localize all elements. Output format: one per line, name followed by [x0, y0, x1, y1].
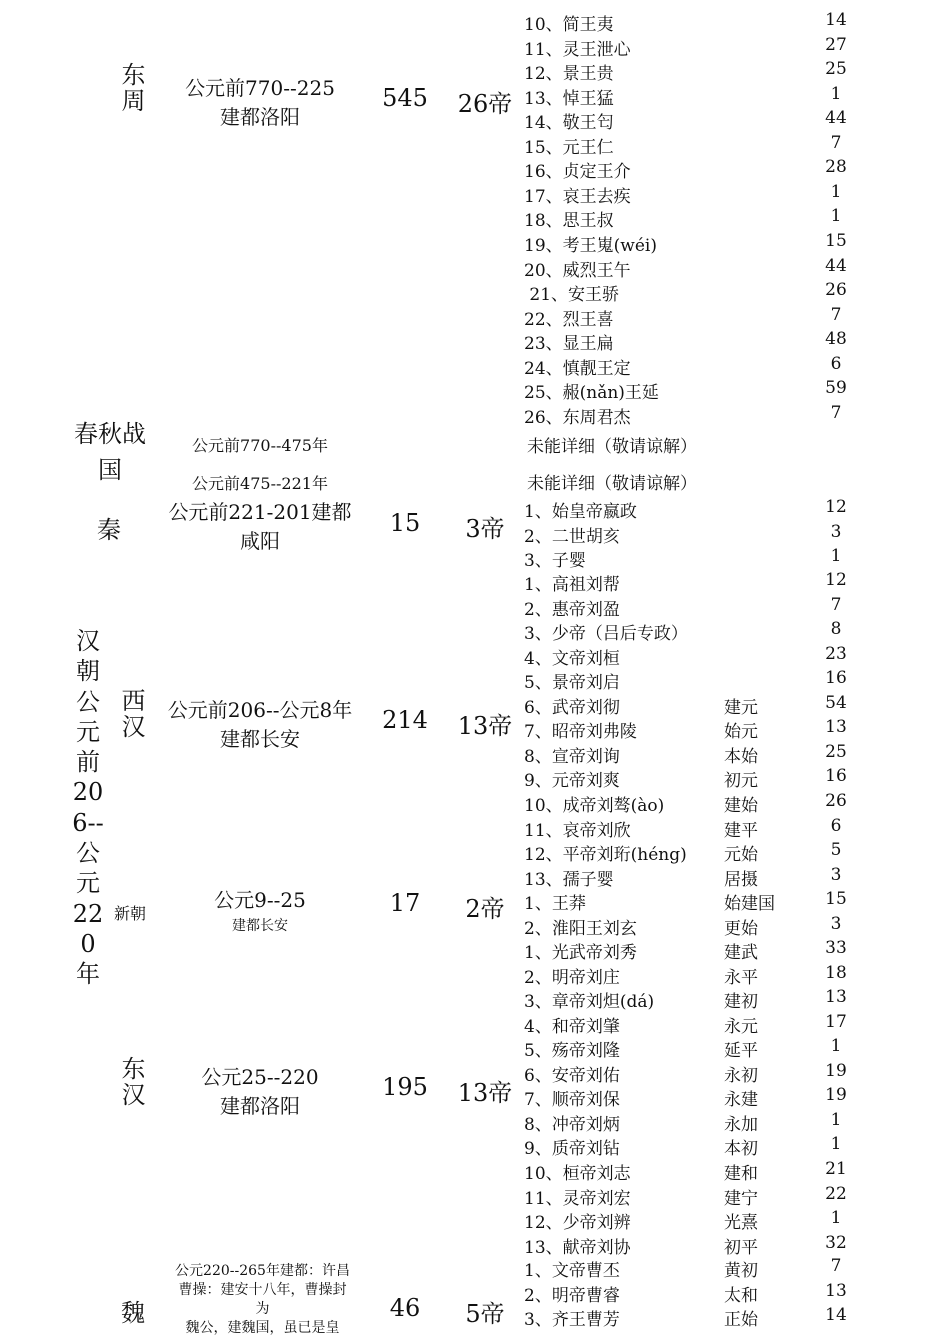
- ruler-reign-years: 33: [825, 938, 847, 958]
- xinchao-emperor-count: 2帝: [465, 895, 505, 923]
- ruler-name: 8、宣帝刘询: [524, 746, 620, 767]
- ruler-name: 21、安王骄: [524, 285, 620, 306]
- xinchao-capital: 建都长安: [232, 918, 288, 934]
- ruler-row: [524, 889, 854, 913]
- ruler-name: 1、高祖刘帮: [524, 575, 620, 595]
- ruler-reign-years: 7: [830, 1256, 842, 1276]
- ruler-era-name: 太和: [724, 1285, 758, 1306]
- ruler-reign-years: 59: [825, 378, 847, 399]
- ruler-name: 16、贞定王介: [524, 162, 631, 183]
- ruler-name: 22、烈王喜: [524, 309, 614, 330]
- ruler-row: [524, 791, 854, 815]
- ruler-name: 3、章帝刘炟(dá): [524, 992, 655, 1013]
- ruler-reign-years: 26: [825, 790, 847, 811]
- ruler-row: [524, 546, 854, 570]
- ruler-reign-years: 44: [825, 108, 847, 129]
- ruler-reign-years: 26: [825, 280, 847, 301]
- ruler-row: [524, 987, 854, 1011]
- ruler-row: [524, 84, 854, 108]
- ruler-name: 1、文帝曹丕: [524, 1261, 620, 1281]
- ruler-reign-years: 18: [825, 962, 847, 983]
- ruler-row: [524, 938, 854, 962]
- ruler-reign-years: 17: [825, 1011, 847, 1032]
- ruler-name: 5、殇帝刘隆: [524, 1041, 620, 1062]
- ruler-reign-years: 1: [830, 83, 842, 104]
- ruler-name: 6、武帝刘彻: [524, 697, 620, 718]
- ruler-row: [524, 717, 854, 741]
- ruler-name: 2、明帝刘庄: [524, 967, 620, 988]
- wei-period: [160, 1262, 365, 1338]
- ruler-row: [524, 133, 854, 157]
- ruler-reign-years: 7: [830, 304, 842, 325]
- ruler-reign-years: 7: [830, 594, 842, 615]
- ruler-reign-years: 1: [830, 1134, 842, 1155]
- wei-period-line-1: 公元220--265年建都：许昌: [175, 1263, 350, 1279]
- xinchao-period: 公元9--25: [214, 888, 306, 912]
- ruler-name: 6、安帝刘佑: [524, 1065, 620, 1086]
- wei-period-line-4: 魏公，建魏国，虽已是皇: [185, 1320, 340, 1336]
- ruler-name: 10、简王夷: [524, 15, 614, 35]
- ruler-era-name: 建宁: [724, 1188, 758, 1209]
- ruler-name: 25、赧(nǎn)王延: [524, 383, 659, 404]
- chunqiu-period: 公元前770--475年: [192, 436, 328, 455]
- ruler-row: [524, 280, 854, 304]
- ruler-reign-years: 15: [825, 889, 847, 909]
- ruler-era-name: 延平: [724, 1041, 758, 1062]
- ruler-row: [524, 354, 854, 378]
- ruler-reign-years: 13: [825, 1280, 847, 1301]
- ruler-name: 24、慎靓王定: [524, 358, 631, 379]
- ruler-row: [524, 522, 854, 546]
- ruler-name: 3、少帝（吕后专政）: [524, 624, 688, 645]
- ruler-row: [524, 108, 854, 132]
- ruler-reign-years: 19: [825, 1060, 847, 1081]
- ruler-reign-years: 32: [825, 1232, 847, 1253]
- ruler-name: 2、二世胡亥: [524, 526, 620, 547]
- chunqiu-note: 未能详细（敬请谅解）: [527, 437, 697, 457]
- ruler-name: 7、昭帝刘弗陵: [524, 722, 637, 743]
- ruler-row: [524, 840, 854, 864]
- ruler-row: [524, 1110, 854, 1134]
- ruler-era-name: 黄初: [724, 1261, 758, 1281]
- ruler-row: [524, 644, 854, 668]
- dongzhou-period: [165, 74, 355, 132]
- ruler-reign-years: 23: [825, 643, 847, 664]
- ruler-era-name: 始元: [724, 722, 758, 743]
- ruler-reign-years: 6: [830, 815, 842, 836]
- ruler-name: 13、悼王猛: [524, 88, 614, 109]
- ruler-name: 7、顺帝刘保: [524, 1090, 620, 1111]
- ruler-name: 11、灵帝刘宏: [524, 1188, 631, 1209]
- ruler-name: 10、成帝刘骜(ào): [524, 795, 665, 816]
- dongzhou-capital: 建都洛阳: [220, 105, 300, 129]
- ruler-name: 1、王莽: [524, 894, 586, 914]
- ruler-reign-years: 16: [825, 668, 847, 689]
- ruler-era-name: 初元: [724, 771, 758, 792]
- dongzhou-years: 545: [382, 84, 428, 112]
- xihan-period: 公元前206--公元8年建都长安: [167, 698, 353, 751]
- qin-emperor-count: 3帝: [465, 515, 505, 543]
- ruler-row: [524, 1305, 854, 1329]
- ruler-reign-years: 13: [825, 717, 847, 738]
- ruler-name: 2、明帝曹睿: [524, 1285, 620, 1306]
- ruler-era-name: 初平: [724, 1237, 758, 1258]
- ruler-name: 18、思王叔: [524, 211, 614, 232]
- qin-years: 15: [389, 509, 421, 537]
- ruler-era-name: 始建国: [724, 894, 775, 914]
- ruler-row: [524, 329, 854, 353]
- ruler-name: 3、子婴: [524, 551, 586, 572]
- zhanguo-period: 公元前475--221年: [192, 474, 328, 493]
- ruler-era-name: 元始: [724, 845, 758, 866]
- ruler-name: 4、文帝刘桓: [524, 648, 620, 669]
- wei-period-line-3: 为: [255, 1301, 270, 1317]
- ruler-era-name: 建始: [724, 795, 758, 816]
- ruler-name: 11、灵王泄心: [524, 39, 631, 60]
- ruler-row: [524, 35, 854, 59]
- ruler-era-name: 本初: [724, 1139, 758, 1160]
- donghan-period-dates: 公元25--220: [201, 1065, 319, 1089]
- ruler-era-name: 永加: [724, 1114, 758, 1135]
- ruler-reign-years: 13: [825, 987, 847, 1008]
- ruler-reign-years: 21: [825, 1158, 847, 1179]
- ruler-name: 13、献帝刘协: [524, 1237, 631, 1258]
- ruler-era-name: 建武: [724, 943, 758, 963]
- ruler-era-name: 建和: [724, 1163, 758, 1184]
- dongzhou-period-dates: 公元前770--225: [185, 76, 335, 100]
- ruler-row: [524, 497, 854, 521]
- ruler-reign-years: 25: [825, 59, 847, 80]
- ruler-era-name: 永初: [724, 1065, 758, 1086]
- ruler-row: [524, 378, 854, 402]
- ruler-name: 17、哀王去疾: [524, 186, 631, 207]
- han-dynasty-label: 汉朝公元前206--公元220年: [72, 627, 104, 989]
- xinchao-period-block: [185, 884, 335, 935]
- ruler-era-name: 永元: [724, 1016, 758, 1037]
- ruler-row: [524, 619, 854, 643]
- ruler-row: [524, 1281, 854, 1305]
- ruler-row: [524, 742, 854, 766]
- ruler-row: [524, 1061, 854, 1085]
- donghan-emperor-count: 13帝: [457, 1079, 513, 1107]
- ruler-era-name: 永平: [724, 967, 758, 988]
- ruler-reign-years: 54: [825, 692, 847, 713]
- ruler-reign-years: 1: [830, 1036, 842, 1057]
- ruler-row: [524, 570, 854, 594]
- qin-name: 秦: [97, 516, 121, 544]
- ruler-name: 9、质帝刘钻: [524, 1139, 620, 1160]
- ruler-row: [524, 206, 854, 230]
- ruler-row: [524, 10, 854, 34]
- ruler-reign-years: 1: [830, 206, 842, 227]
- qin-period: 公元前221-201建都咸阳: [168, 500, 352, 553]
- wei-emperor-count: 5帝: [465, 1300, 505, 1328]
- ruler-row: [524, 256, 854, 280]
- ruler-reign-years: 8: [830, 619, 842, 640]
- xihan-years: 214: [382, 706, 428, 734]
- ruler-reign-years: 1: [830, 181, 842, 202]
- ruler-era-name: 光熹: [724, 1213, 758, 1234]
- ruler-row: [524, 914, 854, 938]
- ruler-name: 12、景王贵: [524, 64, 614, 85]
- ruler-era-name: 本始: [724, 746, 758, 767]
- ruler-reign-years: 12: [825, 570, 847, 590]
- ruler-reign-years: 22: [825, 1183, 847, 1204]
- ruler-name: 4、和帝刘肇: [524, 1016, 620, 1037]
- ruler-row: [524, 1159, 854, 1183]
- ruler-name: 1、光武帝刘秀: [524, 943, 637, 963]
- zhanguo-note: 未能详细（敬请谅解）: [527, 474, 697, 494]
- ruler-row: [524, 766, 854, 790]
- donghan-capital: 建都洛阳: [220, 1094, 300, 1118]
- ruler-reign-years: 19: [825, 1085, 847, 1106]
- ruler-row: [524, 693, 854, 717]
- ruler-reign-years: 1: [830, 546, 842, 567]
- chunqiu-zhanguo-name: 春秋战国: [74, 420, 146, 484]
- ruler-era-name: 居摄: [724, 869, 758, 890]
- ruler-name: 2、惠帝刘盈: [524, 599, 620, 620]
- ruler-row: [524, 231, 854, 255]
- wei-period-line-2: 曹操：建安十八年，曹操封: [178, 1282, 347, 1298]
- ruler-reign-years: 44: [825, 255, 847, 276]
- donghan-period: [165, 1063, 355, 1121]
- dongzhou-emperor-count: 26帝: [457, 90, 513, 118]
- ruler-name: 10、桓帝刘志: [524, 1163, 631, 1184]
- ruler-name: 12、少帝刘辨: [524, 1213, 631, 1234]
- ruler-era-name: 建元: [724, 697, 758, 718]
- ruler-reign-years: 14: [825, 10, 847, 30]
- ruler-row: [524, 182, 854, 206]
- ruler-name: 14、敬王匄: [524, 113, 614, 134]
- ruler-row: [524, 403, 854, 427]
- ruler-name: 5、景帝刘启: [524, 673, 620, 694]
- ruler-reign-years: 3: [830, 913, 842, 934]
- ruler-row: [524, 668, 854, 692]
- ruler-era-name: 永建: [724, 1090, 758, 1111]
- xihan-name: 西汉: [117, 688, 145, 740]
- ruler-reign-years: 25: [825, 741, 847, 762]
- ruler-reign-years: 27: [825, 34, 847, 55]
- ruler-name: 23、显王扁: [524, 334, 614, 355]
- ruler-row: [524, 1085, 854, 1109]
- ruler-row: [524, 595, 854, 619]
- ruler-era-name: 更始: [724, 918, 758, 939]
- ruler-row: [524, 1036, 854, 1060]
- ruler-reign-years: 1: [830, 1109, 842, 1130]
- ruler-era-name: 正始: [724, 1310, 758, 1331]
- ruler-era-name: 建初: [724, 992, 758, 1013]
- donghan-name: 东汉: [117, 1056, 145, 1108]
- dongzhou-name: 东周: [117, 62, 145, 114]
- ruler-row: [524, 157, 854, 181]
- wei-years: 46: [389, 1294, 421, 1322]
- ruler-era-name: 建平: [724, 820, 758, 841]
- ruler-row: [524, 1184, 854, 1208]
- ruler-row: [524, 1134, 854, 1158]
- ruler-name: 9、元帝刘爽: [524, 771, 620, 792]
- ruler-row: [524, 1012, 854, 1036]
- ruler-row: [524, 1233, 854, 1257]
- ruler-name: 19、考王嵬(wéi): [524, 235, 657, 256]
- ruler-reign-years: 48: [825, 329, 847, 350]
- ruler-reign-years: 12: [825, 497, 847, 517]
- ruler-row: [524, 305, 854, 329]
- ruler-reign-years: 3: [830, 521, 842, 542]
- ruler-name: 2、淮阳王刘玄: [524, 918, 637, 939]
- ruler-row: [524, 1208, 854, 1232]
- ruler-reign-years: 6: [830, 353, 842, 374]
- ruler-name: 15、元王仁: [524, 137, 614, 158]
- ruler-name: 1、始皇帝嬴政: [524, 502, 637, 522]
- ruler-reign-years: 14: [825, 1305, 847, 1326]
- ruler-name: 13、孺子婴: [524, 869, 614, 890]
- ruler-row: [524, 1256, 854, 1280]
- ruler-name: 12、平帝刘珩(héng): [524, 845, 687, 866]
- ruler-name: 11、哀帝刘欣: [524, 820, 631, 841]
- ruler-reign-years: 16: [825, 766, 847, 787]
- ruler-name: 8、冲帝刘炳: [524, 1114, 620, 1135]
- wei-name: 魏: [121, 1299, 145, 1327]
- ruler-name: 20、威烈王午: [524, 260, 631, 281]
- ruler-reign-years: 5: [830, 840, 842, 861]
- ruler-name: 3、齐王曹芳: [524, 1310, 620, 1331]
- donghan-years: 195: [382, 1073, 428, 1101]
- ruler-row: [524, 59, 854, 83]
- ruler-reign-years: 3: [830, 864, 842, 885]
- ruler-row: [524, 816, 854, 840]
- xihan-emperor-count: 13帝: [457, 712, 513, 740]
- ruler-reign-years: 1: [830, 1208, 842, 1229]
- xinchao-years: 17: [389, 889, 421, 917]
- ruler-reign-years: 28: [825, 157, 847, 178]
- ruler-name: 26、东周君杰: [524, 407, 631, 428]
- ruler-row: [524, 865, 854, 889]
- ruler-row: [524, 963, 854, 987]
- xinchao-name: 新朝: [114, 904, 147, 923]
- ruler-reign-years: 7: [830, 402, 842, 423]
- ruler-reign-years: 15: [825, 230, 847, 251]
- ruler-reign-years: 7: [830, 132, 842, 153]
